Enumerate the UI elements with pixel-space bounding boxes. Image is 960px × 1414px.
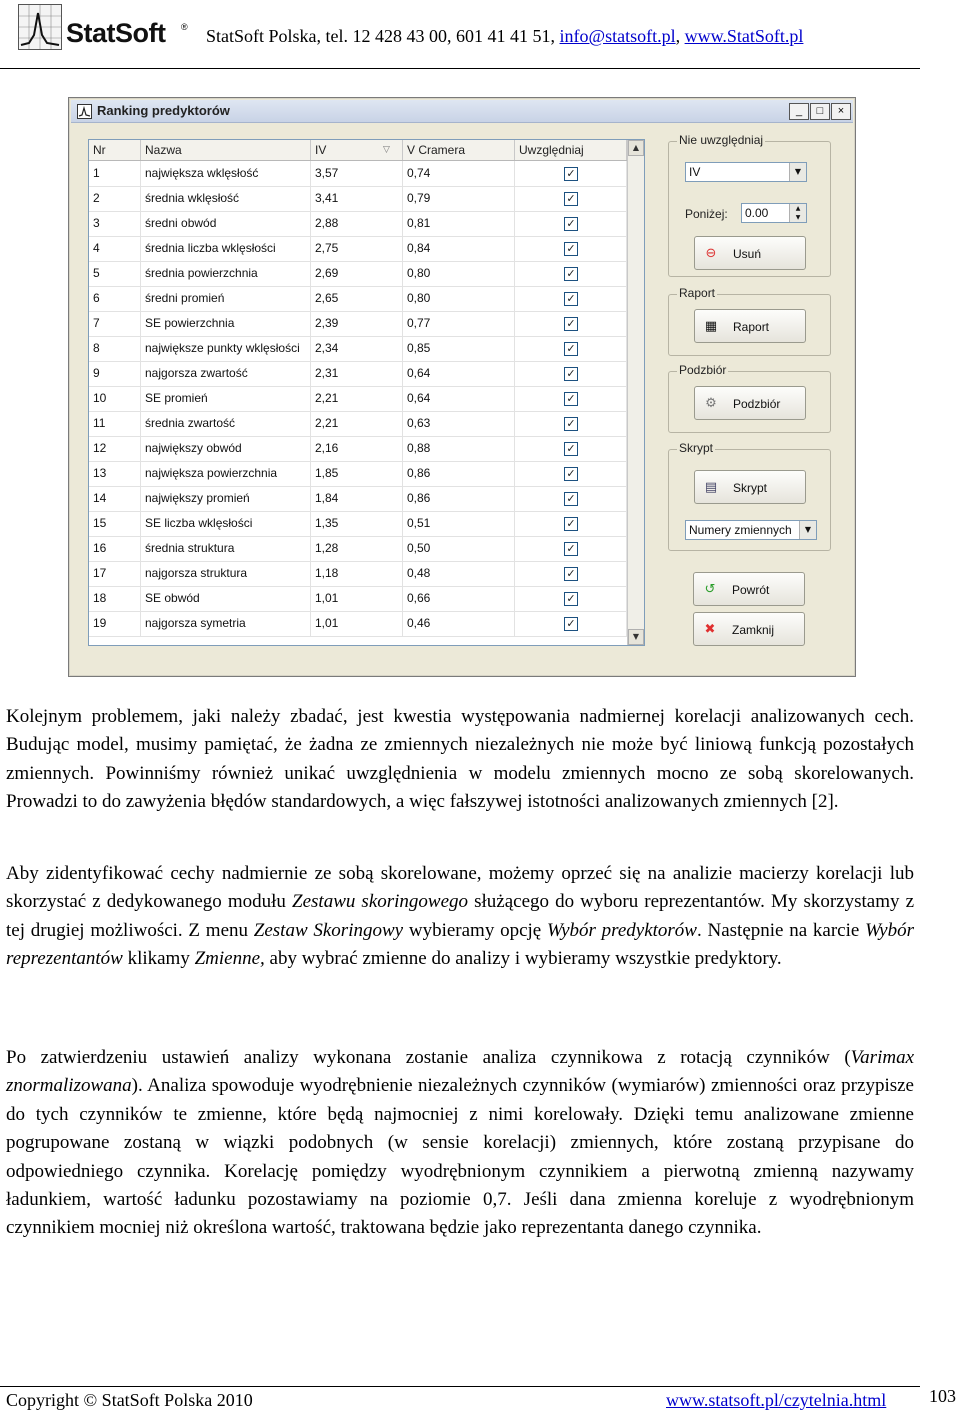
table-row[interactable] (89, 261, 627, 287)
p2-text-e: wybieramy opcję (403, 919, 547, 941)
cell-iv: 3,41 (311, 186, 403, 211)
table-row[interactable] (89, 211, 627, 237)
report-button[interactable] (694, 309, 806, 343)
cell-iv: 1,28 (311, 536, 403, 561)
cell-name: średnia wklęsłość (141, 186, 311, 211)
cell-name: średnia struktura (141, 536, 311, 561)
statsoft-logo-icon (18, 4, 62, 50)
remove-button[interactable] (694, 236, 806, 270)
p2-text-i: klikamy (122, 948, 195, 970)
cell-nr: 9 (89, 361, 141, 386)
registered-mark: ® (181, 22, 188, 32)
table-row[interactable] (89, 486, 627, 512)
cell-name: największy promień (141, 486, 311, 511)
cell-iv: 1,01 (311, 611, 403, 636)
cell-nr: 4 (89, 236, 141, 261)
table-row[interactable] (89, 336, 627, 362)
cell-nr: 16 (89, 536, 141, 561)
include-checkbox[interactable]: ✓ (564, 367, 578, 381)
remove-button-label: Usuń (733, 247, 762, 261)
exclude-group-label: Nie uwzględniaj (679, 133, 764, 147)
ranking-window (68, 97, 856, 677)
cell-name: największa wklęsłość (141, 161, 311, 186)
cell-nr: 7 (89, 311, 141, 336)
close-button-label: Zamknij (732, 623, 775, 637)
script-mode-value: Numery zmiennych (689, 523, 792, 537)
contact-separator: , (675, 26, 685, 46)
table-row[interactable] (89, 611, 627, 637)
col-nr[interactable]: Nr (89, 140, 141, 160)
cell-nr: 11 (89, 411, 141, 436)
remove-icon: ⊖ (705, 246, 717, 261)
cell-name: największy obwód (141, 436, 311, 461)
p2-tab-representatives: Wybór reprezentantów (6, 919, 915, 970)
predictor-table (88, 139, 645, 646)
cell-iv: 1,18 (311, 561, 403, 586)
subset-button-label: Podzbiór (733, 397, 781, 411)
include-checkbox[interactable]: ✓ (564, 292, 578, 306)
document-icon: ▤ (704, 480, 718, 495)
include-checkbox[interactable]: ✓ (564, 342, 578, 356)
include-checkbox[interactable]: ✓ (564, 167, 578, 181)
include-checkbox[interactable]: ✓ (564, 392, 578, 406)
footer-divider (0, 1386, 920, 1387)
cell-name: najgorsza symetria (141, 611, 311, 636)
cell-nr: 13 (89, 461, 141, 486)
below-label: Poniżej: (685, 207, 728, 221)
cell-name: średnia powierzchnia (141, 261, 311, 286)
website-link[interactable]: www.StatSoft.pl (684, 26, 804, 46)
cell-nr: 1 (89, 161, 141, 186)
scroll-down-icon[interactable]: ▼ (628, 629, 644, 645)
p2-button-variables: Zmienne, (194, 948, 265, 970)
cell-iv: 2,75 (311, 236, 403, 261)
col-name[interactable]: Nazwa (141, 140, 311, 160)
table-icon: ▦ (704, 319, 718, 334)
cell-vcramer: 0,86 (403, 486, 515, 511)
cell-iv: 3,57 (311, 161, 403, 186)
cell-vcramer: 0,84 (403, 236, 515, 261)
cell-vcramer: 0,48 (403, 561, 515, 586)
cell-iv: 2,16 (311, 436, 403, 461)
include-checkbox[interactable]: ✓ (564, 217, 578, 231)
cell-nr: 18 (89, 586, 141, 611)
cell-iv: 1,84 (311, 486, 403, 511)
cell-name: największa powierzchnia (141, 461, 311, 486)
chevron-down-icon: ▼ (789, 163, 806, 181)
table-row[interactable] (89, 186, 627, 212)
back-button-label: Powrót (732, 583, 770, 597)
cell-iv: 2,31 (311, 361, 403, 386)
cell-iv: 2,65 (311, 286, 403, 311)
footer-copyright: Copyright © StatSoft Polska 2010 (6, 1390, 253, 1410)
cell-nr: 5 (89, 261, 141, 286)
threshold-spinner[interactable] (741, 203, 807, 223)
window-titlebar[interactable] (71, 100, 853, 123)
include-checkbox[interactable]: ✓ (564, 467, 578, 481)
cell-vcramer: 0,46 (403, 611, 515, 636)
back-arrow-icon: ↺ (704, 582, 716, 597)
cell-nr: 10 (89, 386, 141, 411)
report-button-label: Raport (733, 320, 770, 334)
cell-nr: 12 (89, 436, 141, 461)
script-mode-select[interactable] (685, 520, 817, 540)
script-group-label: Skrypt (679, 441, 714, 455)
exclude-group (668, 133, 831, 277)
contact-phone: StatSoft Polska, tel. 12 428 43 00, 601 41 41 51, (206, 26, 560, 46)
p2-option-predictor-selection: Wybór predyktorów (546, 919, 697, 941)
cell-name: najgorsza struktura (141, 561, 311, 586)
threshold-value: 0.00 (745, 206, 769, 220)
include-checkbox[interactable]: ✓ (564, 567, 578, 581)
cell-vcramer: 0,51 (403, 511, 515, 536)
page-number: 103 (929, 1386, 956, 1406)
include-checkbox[interactable]: ✓ (564, 592, 578, 606)
subset-button[interactable] (694, 386, 806, 420)
cell-iv: 2,21 (311, 386, 403, 411)
spinner-arrows-icon[interactable]: ▲ ▼ (789, 204, 806, 222)
cell-nr: 2 (89, 186, 141, 211)
cell-vcramer: 0,63 (403, 411, 515, 436)
table-row[interactable] (89, 286, 627, 312)
table-row[interactable] (89, 511, 627, 537)
p3-text-a: Po zatwierdzeniu ustawień analizy wykonana zostanie analiza czynnikowa z rotacją czynników ( (6, 1047, 851, 1068)
back-button[interactable] (693, 572, 805, 606)
p2-text-k: aby wybrać zmienne do analizy i wybieramy wszystkie predyktory. (264, 948, 782, 970)
cell-vcramer: 0,50 (403, 536, 515, 561)
table-row[interactable] (89, 561, 627, 587)
window-app-icon (77, 104, 92, 119)
cell-name: średni obwód (141, 211, 311, 236)
close-window-button[interactable]: × (831, 103, 851, 120)
cell-vcramer: 0,74 (403, 161, 515, 186)
close-icon: ✖ (704, 622, 716, 637)
p3-text-c: ). Analiza spowoduje wyodrębnienie niezależnych czynników (wymiarów) zmienności oraz przypisze do tych czynników te zmienne, które będą najmocniej z nimi korelowały. Dzięki temu analizowane zmienne pogrupowane zostaną w wiązki podobnych (w sensie korelacji) zmiennych, które zostaną przypisane do odpowiedniego czynnika. Korelację pomiędzy wyodrębnionym czynnikiem a pierwotną zmienną nazywamy ładunkiem, wartość ładunku pozostawiamy na poziomie 0,7. Jeśli dana zmienna koreluje z wyodrębnionym czynnikiem mocniej niż określona wartość, traktowana będzie jako reprezentanta danego czynnika. (6, 1075, 914, 1239)
cell-iv: 2,39 (311, 311, 403, 336)
include-checkbox[interactable]: ✓ (564, 617, 578, 631)
p2-menu-scoring-set: Zestaw Skoringowy (253, 919, 404, 941)
cell-vcramer: 0,81 (403, 211, 515, 236)
logo-text: StatSoft (66, 18, 166, 48)
paragraph-1: Kolejnym problemem, jaki należy zbadać, jest kwestia występowania nadmiernej korelacji analizowanych cech. Budując model, musimy pamiętać, że żadna ze zmiennych niezależnych nie może być liniową funkcją pozostałych zmiennych. Powinniśmy również unikać uwzględnienia w modelu zmiennych mocno ze sobą skorelowanych. Prowadzi to do zawyżenia błędów standardowych, a więc fałszywej istotności analizowanych zmiennych [2]. (6, 706, 914, 813)
cell-name: największe punkty wklęsłości (141, 336, 311, 361)
paragraph-3 (6, 1044, 914, 1243)
measure-select[interactable] (685, 162, 807, 182)
cell-name: SE liczba wklęsłości (141, 511, 311, 536)
col-iv[interactable] (311, 140, 403, 160)
include-checkbox[interactable]: ✓ (564, 442, 578, 456)
measure-select-value: IV (689, 165, 701, 179)
scroll-up-icon[interactable]: ▲ (628, 140, 644, 156)
table-header (89, 140, 627, 161)
cell-vcramer: 0,88 (403, 436, 515, 461)
table-row[interactable] (89, 586, 627, 612)
table-row[interactable] (89, 161, 627, 187)
table-row[interactable] (89, 411, 627, 437)
cell-iv: 1,35 (311, 511, 403, 536)
cell-nr: 8 (89, 336, 141, 361)
p2-text-g: . Następnie na karcie (697, 919, 866, 941)
cell-nr: 17 (89, 561, 141, 586)
script-group (668, 441, 831, 551)
p2-text-c: służącego do wyboru reprezentantów. My skorzystamy z tej drugiej możliwości. Z menu (6, 891, 915, 941)
maximize-button[interactable]: □ (810, 103, 830, 120)
cell-vcramer: 0,77 (403, 311, 515, 336)
include-checkbox[interactable]: ✓ (564, 317, 578, 331)
p2-text-a: Aby zidentyfikować cechy nadmiernie ze sobą skorelowane, możemy oprzeć się na analizie macierzy korelacji lub skorzystać z dedykowanego modułu (6, 863, 914, 913)
cell-iv: 2,34 (311, 336, 403, 361)
script-button[interactable] (694, 470, 806, 504)
table-row[interactable] (89, 461, 627, 487)
include-checkbox[interactable]: ✓ (564, 542, 578, 556)
table-row[interactable] (89, 311, 627, 337)
cell-nr: 14 (89, 486, 141, 511)
header-contact (206, 26, 803, 47)
table-row[interactable] (89, 436, 627, 462)
cell-vcramer: 0,79 (403, 186, 515, 211)
cell-vcramer: 0,64 (403, 361, 515, 386)
cell-name: średnia zwartość (141, 411, 311, 436)
cell-name: średni promień (141, 286, 311, 311)
include-checkbox[interactable]: ✓ (564, 242, 578, 256)
footer-link[interactable]: www.statsoft.pl/czytelnia.html (666, 1390, 887, 1410)
cell-name: średnia liczba wklęsłości (141, 236, 311, 261)
include-checkbox[interactable]: ✓ (564, 417, 578, 431)
cell-nr: 3 (89, 211, 141, 236)
cell-vcramer: 0,80 (403, 286, 515, 311)
subset-group-label: Podzbiór (679, 363, 727, 377)
table-row[interactable] (89, 386, 627, 412)
chevron-down-icon: ▼ (799, 521, 816, 539)
cell-name: najgorsza zwartość (141, 361, 311, 386)
table-row[interactable] (89, 536, 627, 562)
cell-vcramer: 0,66 (403, 586, 515, 611)
cell-vcramer: 0,86 (403, 461, 515, 486)
sort-desc-icon: ▽ (383, 145, 390, 155)
minimize-button[interactable]: _ (789, 103, 809, 120)
cell-iv: 2,21 (311, 411, 403, 436)
cell-name: SE powierzchnia (141, 311, 311, 336)
table-row[interactable] (89, 361, 627, 387)
cell-vcramer: 0,80 (403, 261, 515, 286)
include-checkbox[interactable]: ✓ (564, 192, 578, 206)
window-title: Ranking predyktorów (97, 103, 230, 118)
close-button[interactable] (693, 612, 805, 646)
include-checkbox[interactable]: ✓ (564, 517, 578, 531)
page-header (0, 0, 920, 69)
cell-nr: 6 (89, 286, 141, 311)
cell-nr: 15 (89, 511, 141, 536)
col-iv-label: IV (315, 143, 327, 157)
email-link[interactable]: info@statsoft.pl (559, 26, 676, 46)
col-vcramer[interactable]: V Cramera (403, 140, 515, 160)
subset-group (668, 363, 831, 433)
p2-term-scoring-set: Zestawu skoringowego (292, 891, 469, 913)
cell-iv: 2,69 (311, 261, 403, 286)
cell-name: SE promień (141, 386, 311, 411)
script-button-label: Skrypt (733, 481, 768, 495)
table-scrollbar[interactable] (627, 140, 644, 645)
include-checkbox[interactable]: ✓ (564, 267, 578, 281)
report-group-label: Raport (679, 286, 716, 300)
cell-nr: 19 (89, 611, 141, 636)
cell-iv: 1,01 (311, 586, 403, 611)
cell-vcramer: 0,64 (403, 386, 515, 411)
paragraph-2 (6, 860, 914, 974)
include-checkbox[interactable]: ✓ (564, 492, 578, 506)
cell-iv: 2,88 (311, 211, 403, 236)
cell-vcramer: 0,85 (403, 336, 515, 361)
report-group (668, 286, 831, 356)
cell-iv: 1,85 (311, 461, 403, 486)
col-include[interactable]: Uwzględniaj (515, 140, 627, 160)
p3-term-varimax: Varimax znormalizowana (6, 1047, 914, 1097)
gear-icon: ⚙ (705, 396, 717, 411)
table-row[interactable] (89, 236, 627, 262)
cell-name: SE obwód (141, 586, 311, 611)
